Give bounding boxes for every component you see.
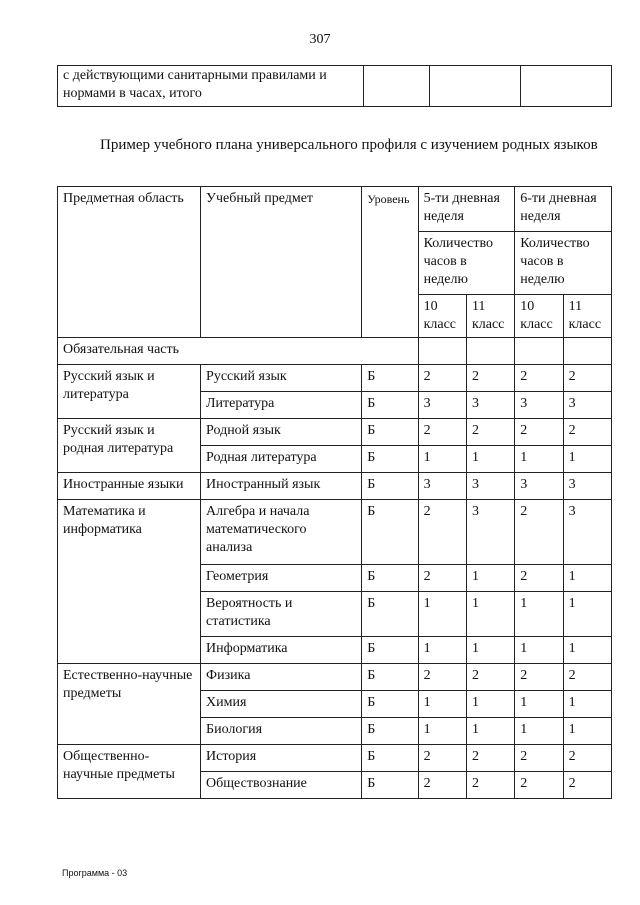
hours-cell: 2 — [563, 745, 611, 772]
hours-cell: 1 — [418, 691, 466, 718]
hours-cell: 3 — [563, 392, 611, 419]
header-grade-10: 10 класс — [418, 295, 466, 338]
hours-cell: 3 — [466, 473, 514, 500]
level-cell: Б — [362, 772, 418, 799]
table-cell — [418, 338, 466, 365]
table-row — [58, 365, 612, 392]
level-cell: Б — [362, 745, 418, 772]
hours-cell: 1 — [563, 592, 611, 637]
level-cell: Б — [362, 664, 418, 691]
subject-cell: Химия — [201, 691, 362, 718]
header-week6: 6-ти дневная неделя — [515, 187, 612, 232]
level-cell: Б — [362, 365, 418, 392]
hours-cell: 1 — [466, 592, 514, 637]
subject-cell: Литература — [201, 392, 362, 419]
hours-cell: 1 — [515, 446, 563, 473]
header-grade-10: 10 класс — [515, 295, 563, 338]
hours-cell: 1 — [515, 637, 563, 664]
hours-cell: 3 — [418, 473, 466, 500]
hours-cell: 1 — [466, 446, 514, 473]
hours-cell: 1 — [563, 637, 611, 664]
hours-cell: 2 — [418, 565, 466, 592]
hours-cell: 1 — [418, 637, 466, 664]
table-row — [58, 500, 612, 565]
table-cell — [515, 338, 563, 365]
hours-cell: 2 — [418, 365, 466, 392]
header-hours-5: Количество часов в неделю — [418, 232, 515, 295]
table-row — [58, 66, 612, 107]
subject-area-cell: Русский язык и родная литература — [58, 419, 201, 473]
hours-cell: 2 — [466, 745, 514, 772]
subject-cell: Родная литература — [201, 446, 362, 473]
table-cell — [521, 66, 612, 107]
hours-cell: 3 — [563, 473, 611, 500]
hours-cell: 2 — [466, 772, 514, 799]
hours-cell: 1 — [563, 446, 611, 473]
hours-cell: 3 — [563, 500, 611, 565]
header-grade-11: 11 класс — [563, 295, 611, 338]
curriculum-table — [57, 186, 612, 799]
hours-cell: 2 — [418, 500, 466, 565]
subject-cell: Физика — [201, 664, 362, 691]
mandatory-part-label: Обязательная часть — [58, 338, 419, 365]
table-cell — [363, 66, 430, 107]
level-cell: Б — [362, 446, 418, 473]
hours-cell: 2 — [515, 664, 563, 691]
hours-cell: 1 — [466, 691, 514, 718]
hours-cell: 2 — [418, 664, 466, 691]
hours-cell: 2 — [563, 664, 611, 691]
subject-cell: Обществознание — [201, 772, 362, 799]
header-area: Предметная область — [58, 187, 201, 338]
subject-cell: Вероятность и статистика — [201, 592, 362, 637]
hours-cell: 2 — [515, 772, 563, 799]
subject-cell: Информатика — [201, 637, 362, 664]
hours-cell: 2 — [563, 772, 611, 799]
subject-area-cell: Общественно-научные предметы — [58, 745, 201, 799]
header-hours-6: Количество часов в неделю — [515, 232, 612, 295]
hours-cell: 3 — [466, 500, 514, 565]
hours-cell: 1 — [418, 446, 466, 473]
hours-cell: 1 — [466, 718, 514, 745]
level-cell: Б — [362, 500, 418, 565]
hours-cell: 1 — [515, 691, 563, 718]
header-week5: 5-ти дневная неделя — [418, 187, 515, 232]
hours-cell: 3 — [466, 392, 514, 419]
table-row — [58, 664, 612, 691]
hours-cell: 2 — [515, 565, 563, 592]
subject-cell: Алгебра и начала математического анализа — [201, 500, 362, 565]
level-cell: Б — [362, 419, 418, 446]
subject-cell: Биология — [201, 718, 362, 745]
level-cell: Б — [362, 691, 418, 718]
hours-cell: 1 — [466, 565, 514, 592]
hours-cell: 2 — [515, 419, 563, 446]
hours-cell: 2 — [515, 500, 563, 565]
plan-title: Пример учебного плана универсального профиля с изучением родных языков — [100, 137, 598, 153]
hours-cell: 3 — [515, 473, 563, 500]
hours-cell: 2 — [418, 745, 466, 772]
level-cell: Б — [362, 718, 418, 745]
level-cell: Б — [362, 473, 418, 500]
subject-cell: Геометрия — [201, 565, 362, 592]
hours-cell: 2 — [563, 419, 611, 446]
table-cell — [563, 338, 611, 365]
subject-cell: История — [201, 745, 362, 772]
hours-cell: 1 — [466, 637, 514, 664]
hours-cell: 2 — [466, 419, 514, 446]
hours-cell: 3 — [515, 392, 563, 419]
hours-cell: 1 — [515, 592, 563, 637]
hours-cell: 2 — [418, 772, 466, 799]
subject-area-cell: Иностранные языки — [58, 473, 201, 500]
hours-cell: 2 — [563, 365, 611, 392]
hours-cell: 1 — [418, 592, 466, 637]
table-row — [58, 419, 612, 446]
page-number: 307 — [309, 32, 331, 47]
hours-cell: 1 — [515, 718, 563, 745]
hours-cell: 2 — [466, 365, 514, 392]
hours-cell: 2 — [515, 745, 563, 772]
table-cell — [430, 66, 521, 107]
summary-row-label: с действующими санитарными правилами и нормами в часах, итого — [58, 66, 364, 107]
section-row — [58, 338, 612, 365]
subject-cell: Иностранный язык — [201, 473, 362, 500]
level-cell: Б — [362, 392, 418, 419]
hours-cell: 3 — [418, 392, 466, 419]
subject-area-cell: Русский язык и литература — [58, 365, 201, 419]
summary-table-fragment — [57, 65, 612, 107]
table-row — [58, 745, 612, 772]
hours-cell: 1 — [563, 718, 611, 745]
subject-cell: Родной язык — [201, 419, 362, 446]
subject-area-cell: Математика и информатика — [58, 500, 201, 664]
subject-area-cell: Естественно-научные предметы — [58, 664, 201, 745]
hours-cell: 2 — [515, 365, 563, 392]
hours-cell: 1 — [563, 691, 611, 718]
header-grade-11: 11 класс — [466, 295, 514, 338]
header-level: Уровень — [362, 187, 418, 338]
table-row — [58, 473, 612, 500]
level-cell: Б — [362, 637, 418, 664]
footer-label: Программа - 03 — [62, 868, 128, 878]
level-cell: Б — [362, 565, 418, 592]
level-cell: Б — [362, 592, 418, 637]
hours-cell: 2 — [418, 419, 466, 446]
table-cell — [466, 338, 514, 365]
header-subject: Учебный предмет — [201, 187, 362, 338]
hours-cell: 2 — [466, 664, 514, 691]
hours-cell: 1 — [418, 718, 466, 745]
subject-cell: Русский язык — [201, 365, 362, 392]
hours-cell: 1 — [563, 565, 611, 592]
header-row — [58, 187, 612, 232]
